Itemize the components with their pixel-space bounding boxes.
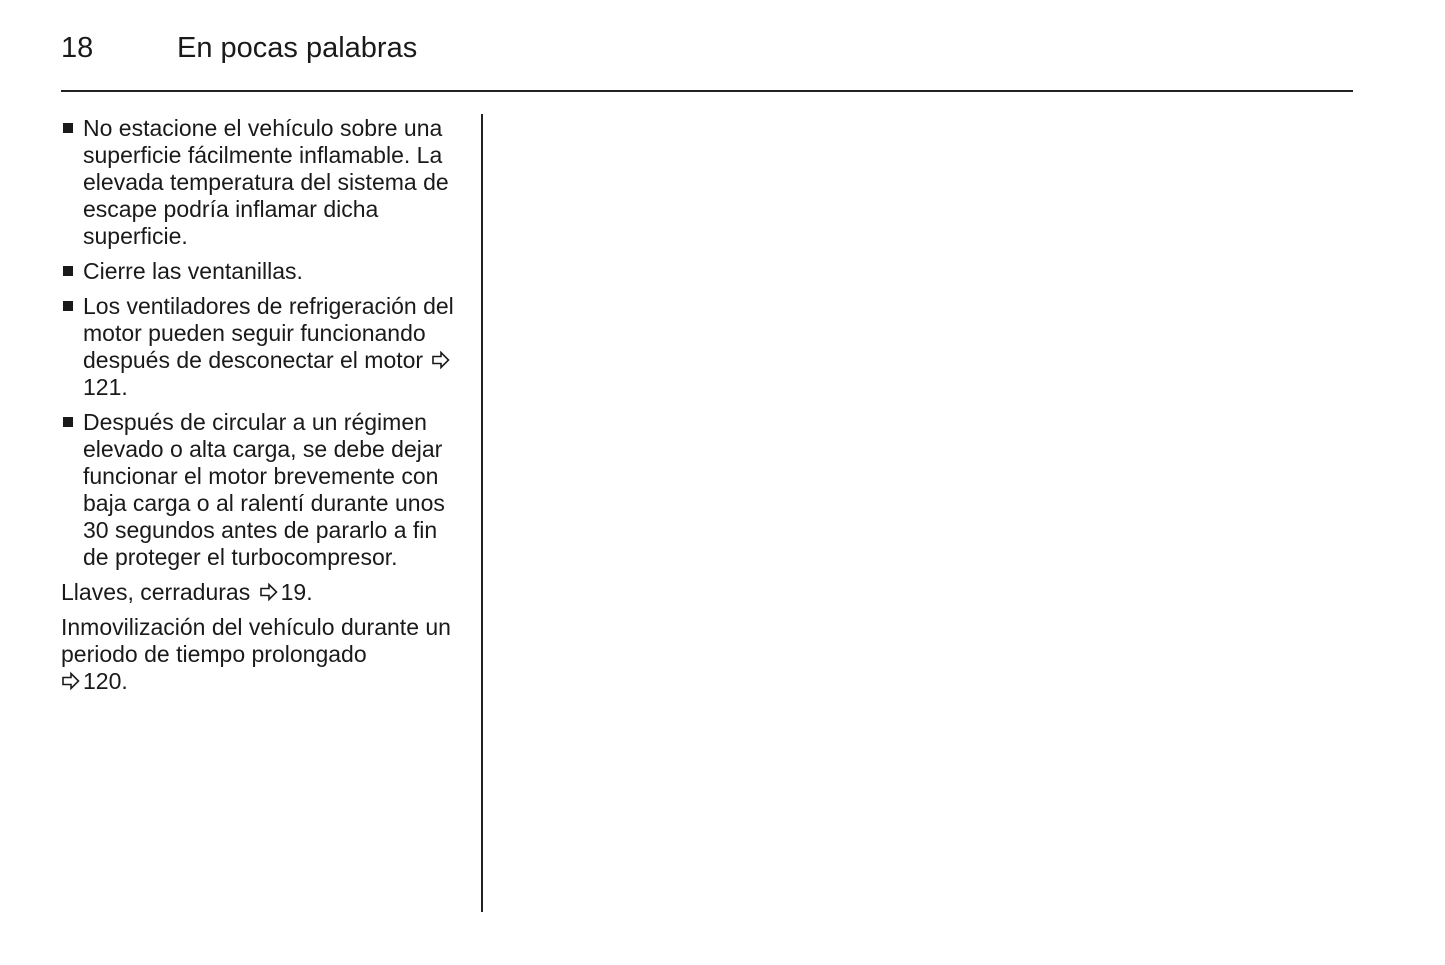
paragraph-text: Inmovilización del vehículo durante un periodo de tiempo prolongado xyxy=(61,614,451,667)
page-number: 18 xyxy=(61,32,94,64)
reference-arrow-icon xyxy=(61,671,81,691)
list-item-text: Cierre las ventanillas. xyxy=(83,258,303,284)
square-bullet-icon xyxy=(63,123,73,133)
reference-arrow-icon xyxy=(259,582,279,602)
paragraph-text-end: . xyxy=(306,579,313,605)
bullet-list xyxy=(61,115,461,571)
left-column xyxy=(61,115,461,703)
header-divider xyxy=(61,90,1353,92)
list-item-text: Después de circular a un régimen elevado o alta carga, se debe dejar funcionar el motor brevemente con baja carga o al ralentí durante unos 30 segundos antes de pararlo a fin de proteger el turbocompresor. xyxy=(83,409,445,570)
list-item-text: No estacione el vehículo sobre una superficie fácilmente inflamable. La elevada temperatura del sistema de escape podría inflamar dicha superficie. xyxy=(83,115,449,249)
list-item-text-end: . xyxy=(121,374,128,400)
paragraph-text-end: . xyxy=(121,668,128,694)
reference-arrow-icon xyxy=(431,350,451,370)
chapter-title: En pocas palabras xyxy=(177,32,418,64)
page-reference-link[interactable]: 19 xyxy=(280,579,307,605)
paragraph-vehicle-storage xyxy=(61,614,461,695)
paragraph-text: Llaves, cerraduras xyxy=(61,579,251,605)
page-reference-link[interactable]: 120 xyxy=(83,668,122,694)
square-bullet-icon xyxy=(63,266,73,276)
square-bullet-icon xyxy=(63,301,73,311)
list-item xyxy=(61,115,461,250)
paragraph-keys-locks xyxy=(61,579,461,606)
square-bullet-icon xyxy=(63,417,73,427)
list-item xyxy=(61,293,461,401)
list-item-text: Los ventiladores de refrigeración del motor pueden seguir funcionando después de desconectar el motor xyxy=(83,293,454,373)
column-divider xyxy=(481,114,483,912)
page-reference-link[interactable]: 121 xyxy=(83,374,122,400)
list-item xyxy=(61,409,461,571)
list-item xyxy=(61,258,461,285)
page-header xyxy=(61,26,1353,70)
